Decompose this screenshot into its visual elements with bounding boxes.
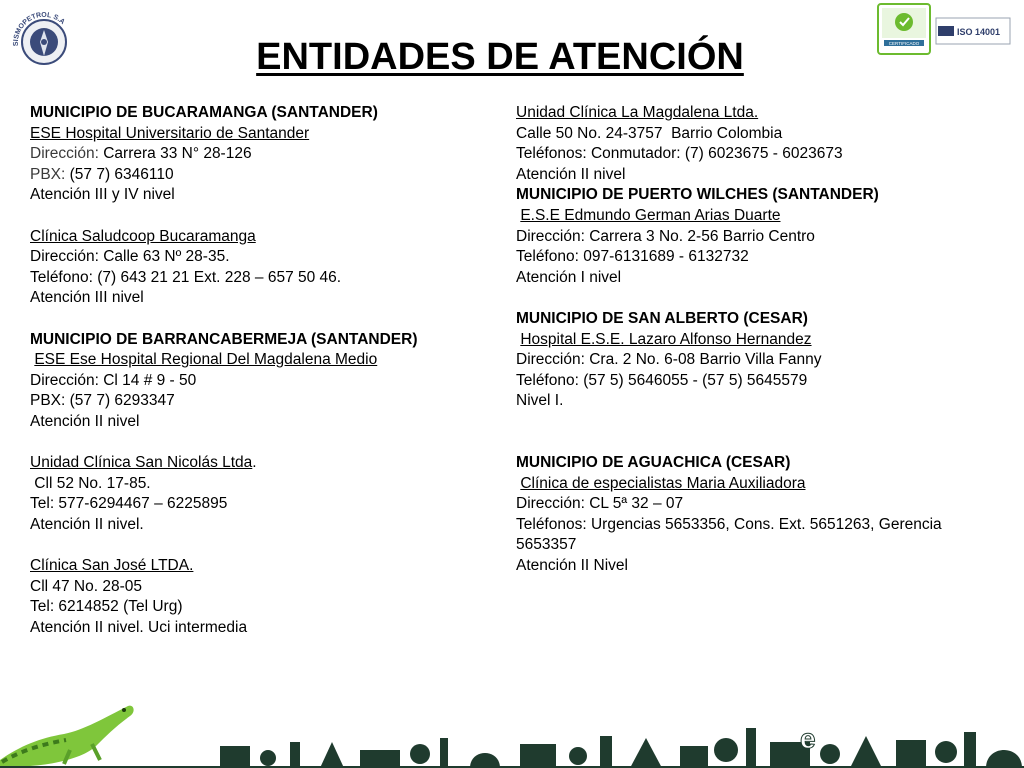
heading-puerto-wilches: MUNICIPIO DE PUERTO WILCHES (SANTANDER) <box>516 186 879 204</box>
entity-level-regional: Atención II nivel <box>30 412 140 430</box>
entity-level-lazaro: Nivel I. <box>516 392 564 410</box>
entity-phone-auxiliadora: Teléfonos: Urgencias 5653356, Cons. Ext. 5651263, Gerencia 5653357 <box>516 515 942 554</box>
entity-phone-magdalena: Teléfonos: Conmutador: (7) 6023675 - 6023673 <box>516 145 843 163</box>
svg-text:e: e <box>800 723 816 754</box>
iso-label: ISO 14001 <box>957 27 1001 37</box>
entity-name-saludcoop[interactable]: Clínica Saludcoop Bucaramanga <box>30 227 256 245</box>
right-column <box>516 103 1006 577</box>
pbx-value: (57 7) 6346110 <box>65 165 174 183</box>
decorative-footer <box>0 698 1024 768</box>
left-column <box>30 103 500 638</box>
entity-address-hus <box>30 144 500 165</box>
entity-name-edmundo-text[interactable]: E.S.E Edmundo German Arias Duarte <box>520 206 781 224</box>
entity-name-edmundo[interactable] <box>516 206 1006 227</box>
entity-name-sannicolas-text[interactable]: Unidad Clínica San Nicolás Ltda <box>30 454 253 472</box>
entity-name-magdalena[interactable]: Unidad Clínica La Magdalena Ltda. <box>516 104 759 121</box>
certificado-label: CERTIFICADO <box>888 41 920 46</box>
entity-name-sanjose[interactable]: Clínica San José LTDA. <box>30 557 194 575</box>
heading-aguachica: MUNICIPIO DE AGUACHICA (CESAR) <box>516 454 791 472</box>
entity-name-sannicolas-suffix: . <box>252 454 257 472</box>
entity-address-edmundo: Dirección: Carrera 3 No. 2-56 Barrio Centro <box>516 227 815 245</box>
entity-name-lazaro[interactable] <box>516 330 1006 351</box>
pbx-label: PBX: <box>30 165 66 183</box>
entity-address-saludcoop: Dirección: Calle 63 Nº 28-35. <box>30 248 230 266</box>
entity-level-saludcoop: Atención III nivel <box>30 289 144 307</box>
entity-phone-sannicolas: Tel: 577-6294467 – 6225895 <box>30 495 228 513</box>
entity-level-sannicolas: Atención II nivel. <box>30 515 144 533</box>
entity-level-magdalena: Atención II nivel <box>516 165 626 183</box>
entity-address-lazaro: Dirección: Cra. 2 No. 6-08 Barrio Villa Fanny <box>516 351 822 369</box>
heading-san-alberto: MUNICIPIO DE SAN ALBERTO (CESAR) <box>516 309 808 327</box>
entity-address-regional: Dirección: Cl 14 # 9 - 50 <box>30 371 197 389</box>
entity-address-magdalena: Calle 50 No. 24-3757 Barrio Colombia <box>516 124 783 142</box>
entity-address-auxiliadora: Dirección: CL 5ª 32 – 07 <box>516 495 684 513</box>
entity-level-hus: Atención III y IV nivel <box>30 186 175 204</box>
entity-level-sanjose: Atención II nivel. Uci intermedia <box>30 618 248 636</box>
entity-name-regional-text[interactable]: ESE Ese Hospital Regional Del Magdalena Medio <box>34 351 378 369</box>
entity-level-auxiliadora: Atención II Nivel <box>516 557 628 575</box>
entity-name-lazaro-text[interactable]: Hospital E.S.E. Lazaro Alfonso Hernandez <box>520 330 812 348</box>
entity-address-sanjose: Cll 47 No. 28-05 <box>30 577 143 595</box>
entity-phone-lazaro: Teléfono: (57 5) 5646055 - (57 5) 5645579 <box>516 371 808 389</box>
heading-bucaramanga: MUNICIPIO DE BUCARAMANGA (SANTANDER) <box>30 104 378 121</box>
entity-address-sannicolas: Cll 52 No. 17-85. <box>30 474 151 492</box>
entity-name-sannicolas[interactable] <box>30 453 500 474</box>
entity-phone-hus <box>30 165 500 186</box>
eco-pattern <box>220 723 1022 768</box>
iguana-icon <box>0 706 134 768</box>
entity-name-auxiliadora[interactable] <box>516 474 1006 495</box>
page-title: ENTIDADES DE ATENCIÓN <box>256 36 744 78</box>
entity-name-hus[interactable]: ESE Hospital Universitario de Santander <box>30 124 310 142</box>
entity-phone-saludcoop: Teléfono: (7) 643 21 21 Ext. 228 – 657 50 46. <box>30 268 342 286</box>
entity-name-regional[interactable] <box>30 350 500 371</box>
heading-barrancabermeja: MUNICIPIO DE BARRANCABERMEJA (SANTANDER) <box>30 330 418 348</box>
entity-phone-regional: PBX: (57 7) 6293347 <box>30 392 175 410</box>
logo-arc-text: SISMOPETROL S.A <box>12 11 66 47</box>
address-value: Carrera 33 N° 28-126 <box>98 145 252 163</box>
address-label: Dirección: <box>30 145 99 163</box>
entity-phone-edmundo: Teléfono: 097-6131689 - 6132732 <box>516 248 749 266</box>
entity-level-edmundo: Atención I nivel <box>516 268 622 286</box>
entity-name-auxiliadora-text[interactable]: Clínica de especialistas Maria Auxiliadora <box>520 474 806 492</box>
entity-phone-sanjose: Tel: 6214852 (Tel Urg) <box>30 598 183 616</box>
